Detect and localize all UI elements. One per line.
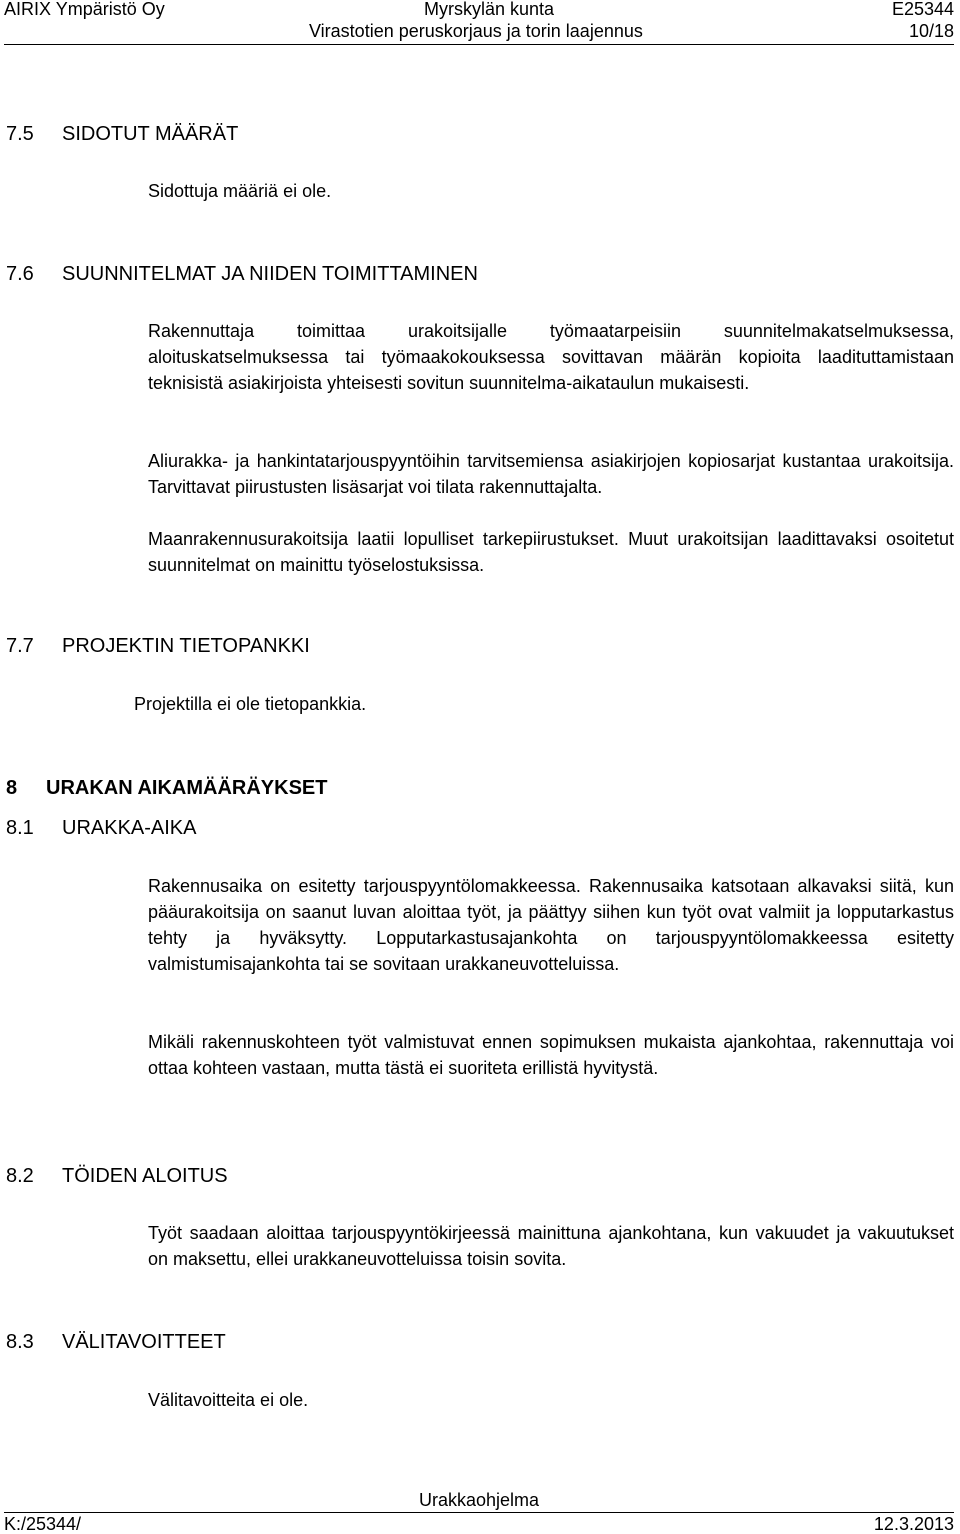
heading-title: VÄLITAVOITTEET <box>62 1331 226 1353</box>
heading-number: 7.5 <box>6 123 34 145</box>
heading-number: 7.6 <box>6 263 34 285</box>
heading-7-5 <box>6 122 238 146</box>
paragraph: Rakennuttaja toimittaa urakoitsijalle työmaatarpeisiin suunnitelmakatselmuksessa, aloituskatselmuksessa tai työmaakokouksessa sovittavan määrän kopioita laadituttamistaan teknisistä asiakirjoista yhteisesti sovitun suunnitelma-aikataulun mukaisesti. <box>148 321 954 393</box>
header-row-1 <box>4 0 954 20</box>
heading-number: 8.2 <box>6 1165 34 1187</box>
heading-7-6 <box>6 262 478 286</box>
heading-8-3 <box>6 1330 226 1354</box>
header-company: AIRIX Ympäristö Oy <box>4 0 165 19</box>
paragraph: Maanrakennusurakoitsija laatii lopulliset tarkepiirustukset. Muut urakoitsijan laadittavaksi osoitetut suunnitelmat on mainittu työselostuksissa. <box>148 529 954 575</box>
header-page-number: 10/18 <box>908 21 954 41</box>
paragraph: Aliurakka- ja hankintatarjouspyyntöihin tarvitsemiensa asiakirjojen kopiosarjat kustantaa urakoitsija. Tarvittavat piirustusten lisäsarjat voi tilata rakennuttajalta. <box>148 451 954 497</box>
paragraph: Työt saadaan aloittaa tarjouspyyntökirjeessä mainittuna ajankohtana, kun vakuudet ja vakuutukset on maksettu, ellei urakkaneuvotteluissa toisin sovita. <box>148 1223 954 1269</box>
paragraph: Projektilla ei ole tietopankkia. <box>134 694 367 714</box>
heading-number: 8.1 <box>6 817 34 839</box>
header-client: Myrskylän kunta <box>424 0 555 19</box>
footer-document-name: Urakkaohjelma <box>418 1490 540 1510</box>
header-row-2 <box>4 20 954 42</box>
heading-title: SUUNNITELMAT JA NIIDEN TOIMITTAMINEN <box>62 263 478 285</box>
footer-row <box>4 1514 954 1534</box>
header-project-name: Virastotien peruskorjaus ja torin laajennus <box>309 21 643 41</box>
heading-title: URAKKA-AIKA <box>62 817 197 839</box>
footer-path: K:/25344/ <box>4 1514 82 1534</box>
footer-date: 12.3.2013 <box>873 1514 954 1534</box>
header-divider <box>4 44 954 45</box>
footer-divider <box>4 1512 954 1513</box>
heading-title: SIDOTUT MÄÄRÄT <box>62 123 239 145</box>
paragraph: Välitavoitteita ei ole. <box>148 1390 309 1410</box>
header-project-number: E25344 <box>891 0 954 19</box>
heading-8 <box>6 776 327 800</box>
heading-number: 8 <box>6 777 18 799</box>
paragraph: Sidottuja määriä ei ole. <box>148 181 332 201</box>
paragraph: Mikäli rakennuskohteen työt valmistuvat ennen sopimuksen mukaista ajankohtaa, rakennuttaja voi ottaa kohteen vastaan, mutta tästä ei suoriteta erillistä hyvitystä. <box>148 1032 954 1078</box>
heading-8-2 <box>6 1164 228 1188</box>
heading-title: PROJEKTIN TIETOPANKKI <box>62 635 310 657</box>
heading-title: TÖIDEN ALOITUS <box>62 1165 228 1187</box>
heading-8-1 <box>6 816 196 840</box>
heading-title: URAKAN AIKAMÄÄRÄYKSET <box>46 777 328 799</box>
heading-number: 8.3 <box>6 1331 34 1353</box>
heading-7-7 <box>6 634 310 658</box>
heading-number: 7.7 <box>6 635 34 657</box>
paragraph: Rakennusaika on esitetty tarjouspyyntölomakkeessa. Rakennusaika katsotaan alkavaksi siitä, kun pääurakoitsija on saanut luvan aloittaa työt, ja päättyy siihen kun työt ovat valmiit ja lopputarkastus tehty ja hyväksytty. Lopputarkastusajankohta on tarjouspyyntölomakkeessa esitetty valmistumisajankohta tai se sovitaan urakkaneuvotteluissa. <box>148 876 954 974</box>
